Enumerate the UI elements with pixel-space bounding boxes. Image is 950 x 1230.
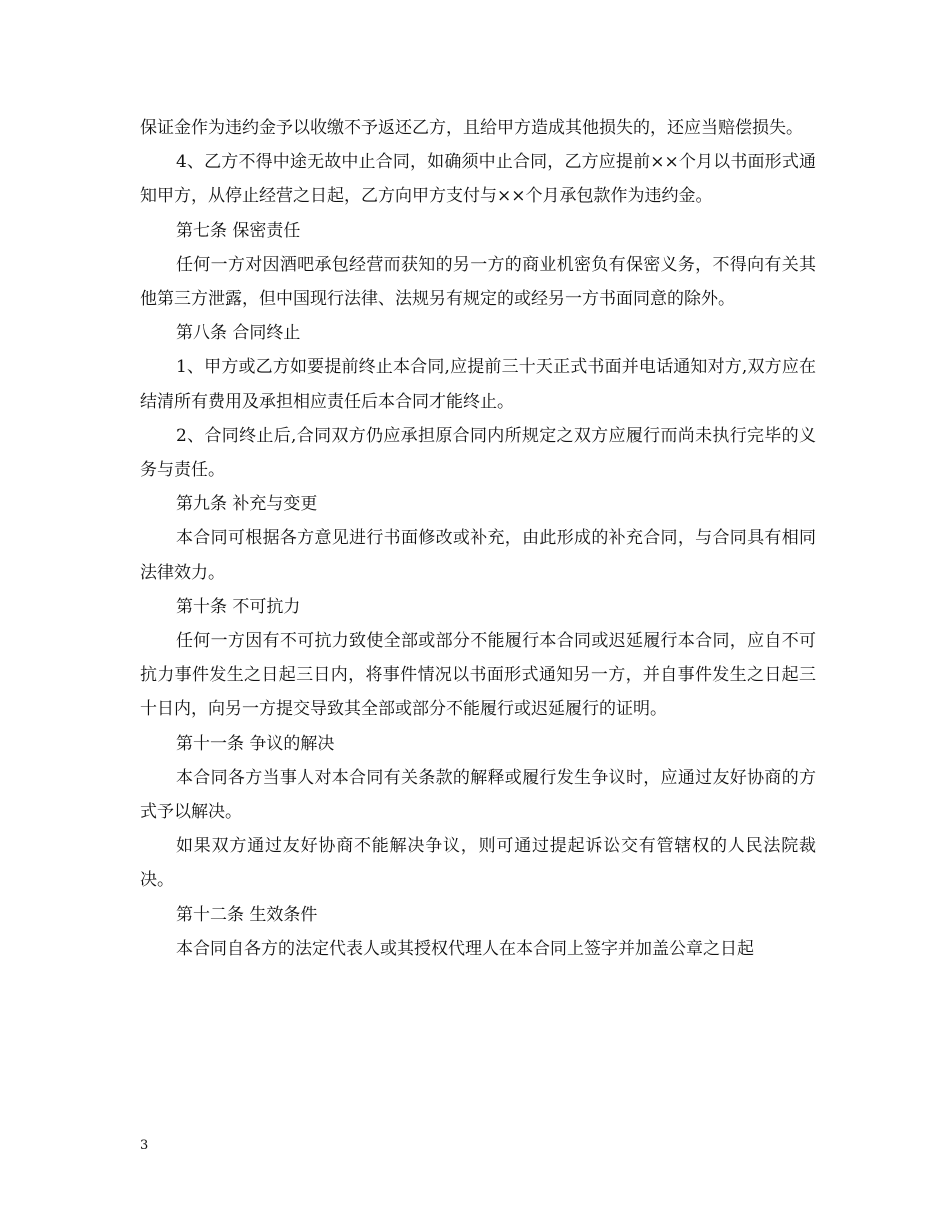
paragraph-early-termination: 1、甲方或乙方如要提前终止本合同,应提前三十天正式书面并电话通知对方,双方应在结清所有费用及承担相应责任后本合同才能终止。 (140, 357, 816, 412)
page-number: 3 (140, 1138, 149, 1153)
document-body (140, 111, 816, 966)
article-7-heading: 第七条 保密责任 (176, 220, 301, 241)
paragraph-confidentiality: 任何一方对因酒吧承包经营而获知的另一方的商业机密负有保密义务，不得向有关其他第三方泄露，但中国现行法律、法规另有规定的或经另一方书面同意的除外。 (140, 254, 816, 310)
article-10-heading: 第十条 不可抗力 (176, 596, 301, 617)
paragraph-termination-notice: 4、乙方不得中途无故中止合同，如确须中止合同，乙方应提前××个月以书面形式通知甲方，从停止经营之日起，乙方向甲方支付与××个月承包款作为违约金。 (140, 152, 816, 207)
paragraph-penalty-deposit: 保证金作为违约金予以收缴不予返还乙方，且给甲方造成其他损失的，还应当赔偿损失。 (140, 118, 803, 138)
article-8-heading: 第八条 合同终止 (176, 323, 301, 344)
article-12-heading: 第十二条 生效条件 (176, 904, 318, 925)
paragraph-amendment: 本合同可根据各方意见进行书面修改或补充，由此形成的补充合同，与合同具有相同法律效力。 (140, 528, 816, 583)
paragraph-dispute-litigation: 如果双方通过友好协商不能解决争议，则可通过提起诉讼交有管辖权的人民法院裁决。 (140, 836, 816, 891)
paragraph-post-termination: 2、合同终止后,合同双方仍应承担原合同内所规定之双方应履行而尚未执行完毕的义务与责任。 (140, 425, 816, 481)
article-11-heading: 第十一条 争议的解决 (176, 733, 335, 754)
article-9-heading: 第九条 补充与变更 (176, 494, 318, 515)
paragraph-dispute-negotiation: 本合同各方当事人对本合同有关条款的解释或履行发生争议时，应通过友好协商的方式予以解决。 (140, 767, 816, 823)
paragraph-force-majeure: 任何一方因有不可抗力致使全部或部分不能履行本合同或迟延履行本合同，应自不可抗力事件发生之日起三日内，将事件情况以书面形式通知另一方，并自事件发生之日起三十日内，向另一方提交导致其全部或部分不能履行或迟延履行的证明。 (140, 631, 816, 720)
paragraph-effective-conditions: 本合同自各方的法定代表人或其授权代理人在本合同上签字并加盖公章之日起 (176, 938, 754, 959)
